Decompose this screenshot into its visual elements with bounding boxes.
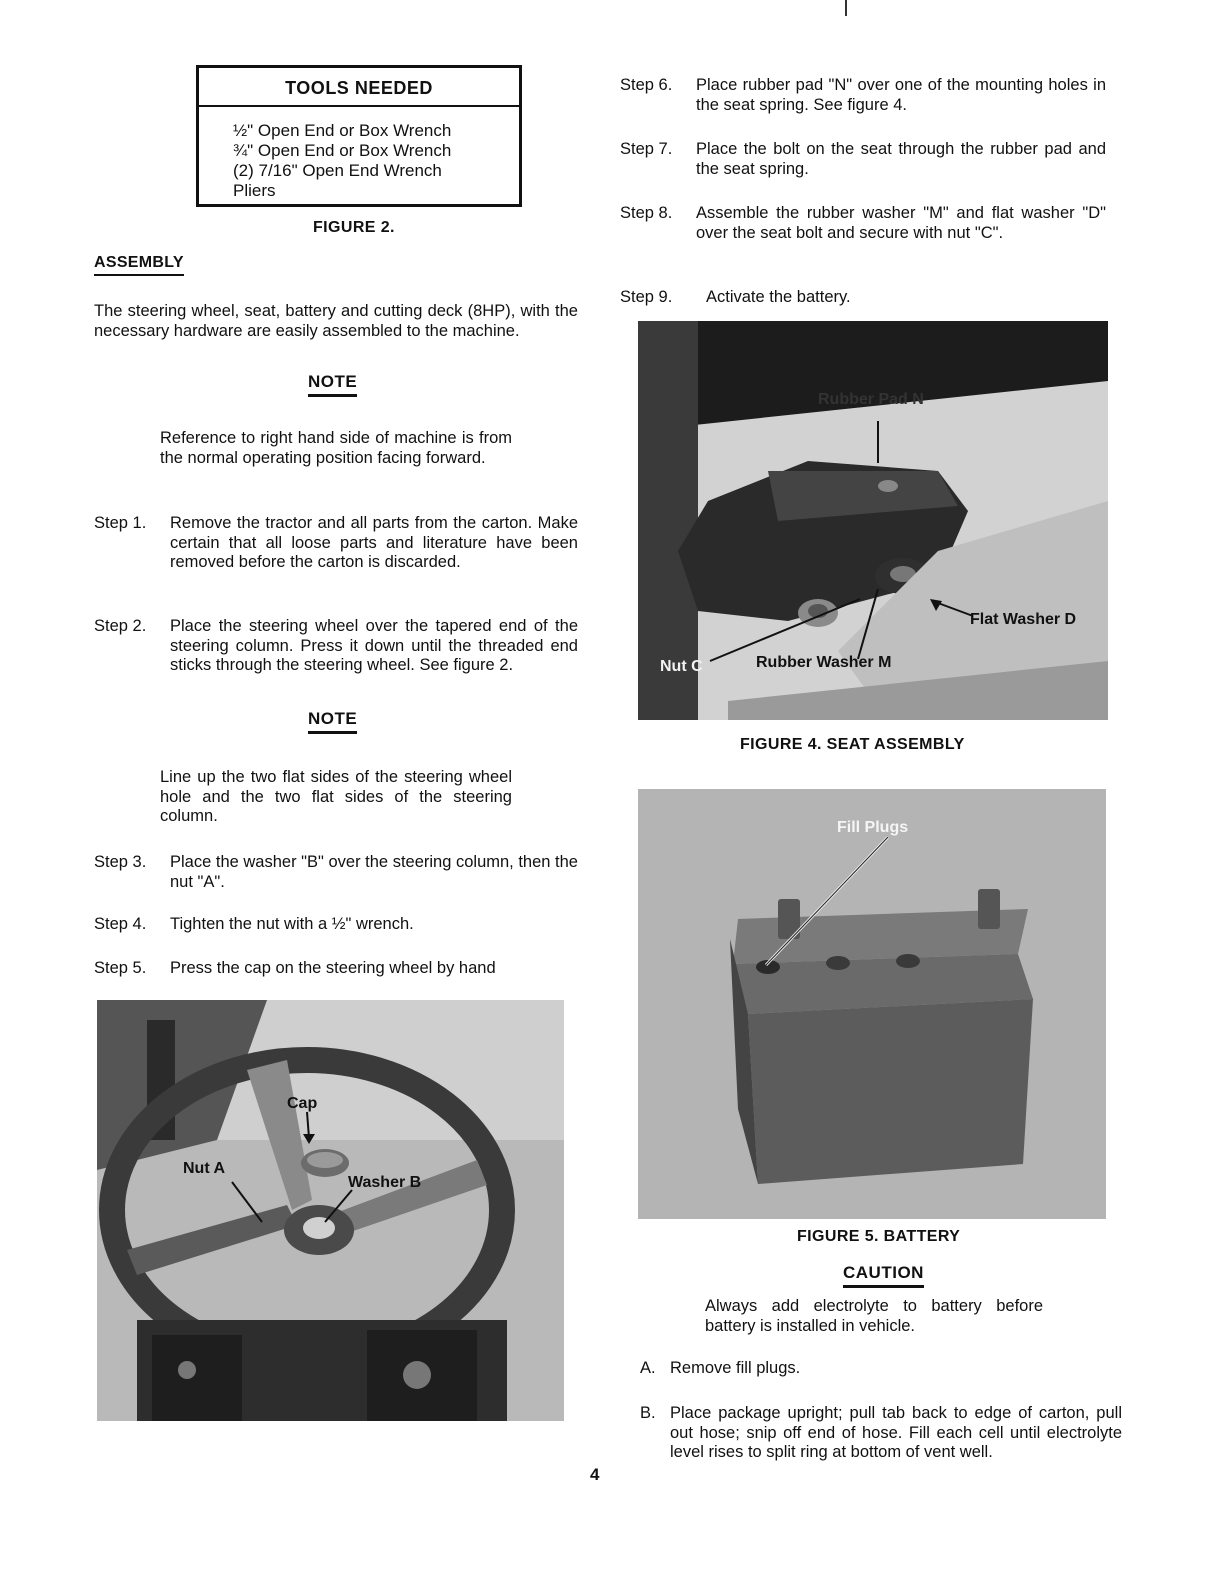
battery-step-a	[640, 1359, 1122, 1379]
step-7	[620, 140, 1106, 179]
flat-washer-d-label: Flat Washer D	[970, 611, 1077, 628]
step-5	[94, 959, 578, 979]
tools-needed-title: TOOLS NEEDED	[199, 68, 519, 107]
step-text: Activate the battery.	[706, 288, 851, 306]
step-number: Step 5.	[94, 959, 147, 977]
caution-text: Always add electrolyte to battery before battery is installed in vehicle.	[705, 1297, 1043, 1335]
note-text: Line up the two flat sides of the steering wheel hole and the two flat sides of the steering column.	[160, 768, 512, 825]
list-text: Place package upright; pull tab back to edge of carton, pull out hose; snip off end of hose. Fill each cell until electrolyte level rises to split ring at bottom of vent well.	[670, 1404, 1122, 1461]
step-number: Step 2.	[94, 617, 147, 635]
nut-a-label: Nut A	[183, 1160, 226, 1177]
step-1	[94, 514, 578, 573]
assembly-heading: ASSEMBLY	[94, 254, 184, 276]
fill-plugs-label: Fill Plugs	[837, 819, 909, 836]
note-label: NOTE	[308, 372, 357, 397]
figure-2-caption: FIGURE 2.	[313, 219, 395, 236]
step-number: Step 9.	[620, 288, 673, 306]
assembly-intro: The steering wheel, seat, battery and cutting deck (8HP), with the necessary hardware are easily assembled to the machine.	[94, 302, 578, 340]
page-edge-mark	[845, 0, 847, 16]
step-text: Place the steering wheel over the tapered end of the steering column. Press it down until the threaded end sticks through the steering wheel. See figure 2.	[170, 617, 578, 674]
caution-label: CAUTION	[843, 1263, 924, 1288]
step-number: Step 1.	[94, 514, 147, 532]
step-number: Step 4.	[94, 915, 147, 933]
battery-step-b	[640, 1404, 1122, 1463]
tool-item: ½" Open End or Box Wrench	[233, 121, 452, 140]
washer-b-label: Washer B	[348, 1174, 422, 1191]
tool-item: ¾" Open End or Box Wrench	[233, 141, 452, 160]
step-number: Step 8.	[620, 204, 673, 222]
steering-wheel-photo	[97, 1000, 564, 1421]
step-text: Place rubber pad "N" over one of the mounting holes in the seat spring. See figure 4.	[696, 76, 1106, 114]
list-label: A.	[640, 1359, 656, 1377]
rubber-washer-m-label: Rubber Washer M	[756, 654, 892, 671]
seat-assembly-photo	[638, 321, 1108, 720]
tools-needed-box	[196, 65, 522, 207]
step-2	[94, 617, 578, 676]
tool-item: (2) 7/16" Open End Wrench	[233, 161, 442, 180]
step-text: Remove the tractor and all parts from the carton. Make certain that all loose parts and literature have been removed before the carton is discarded.	[170, 514, 578, 571]
step-9	[620, 288, 1106, 308]
battery-photo	[638, 789, 1106, 1219]
tool-item: Pliers	[233, 181, 276, 200]
cap-label: Cap	[287, 1095, 318, 1112]
step-6	[620, 76, 1106, 115]
steering-wheel-illustration	[97, 1000, 564, 1421]
step-number: Step 7.	[620, 140, 673, 158]
battery-illustration	[638, 789, 1106, 1219]
nut-c-label: Nut C	[660, 658, 703, 675]
rubber-pad-n-label: Rubber Pad N	[818, 391, 924, 408]
step-text: Place the washer "B" over the steering column, then the nut "A".	[170, 853, 578, 891]
list-text: Remove fill plugs.	[670, 1359, 801, 1377]
page-number: 4	[590, 1465, 600, 1484]
note-label: NOTE	[308, 709, 357, 734]
step-8	[620, 204, 1106, 243]
step-text: Tighten the nut with a ½" wrench.	[170, 915, 414, 933]
step-number: Step 3.	[94, 853, 147, 871]
step-number: Step 6.	[620, 76, 673, 94]
step-text: Place the bolt on the seat through the rubber pad and the seat spring.	[696, 140, 1106, 178]
step-text: Assemble the rubber washer "M" and flat washer "D" over the seat bolt and secure with nut "C".	[696, 204, 1106, 242]
tools-list	[199, 107, 519, 201]
step-text: Press the cap on the steering wheel by hand	[170, 959, 496, 977]
list-label: B.	[640, 1404, 656, 1422]
figure-4-caption: FIGURE 4. SEAT ASSEMBLY	[740, 736, 965, 753]
step-3	[94, 853, 578, 892]
note-text: Reference to right hand side of machine is from the normal operating position facing forward.	[160, 429, 512, 467]
figure-5-caption: FIGURE 5. BATTERY	[797, 1228, 961, 1245]
step-4	[94, 915, 578, 935]
